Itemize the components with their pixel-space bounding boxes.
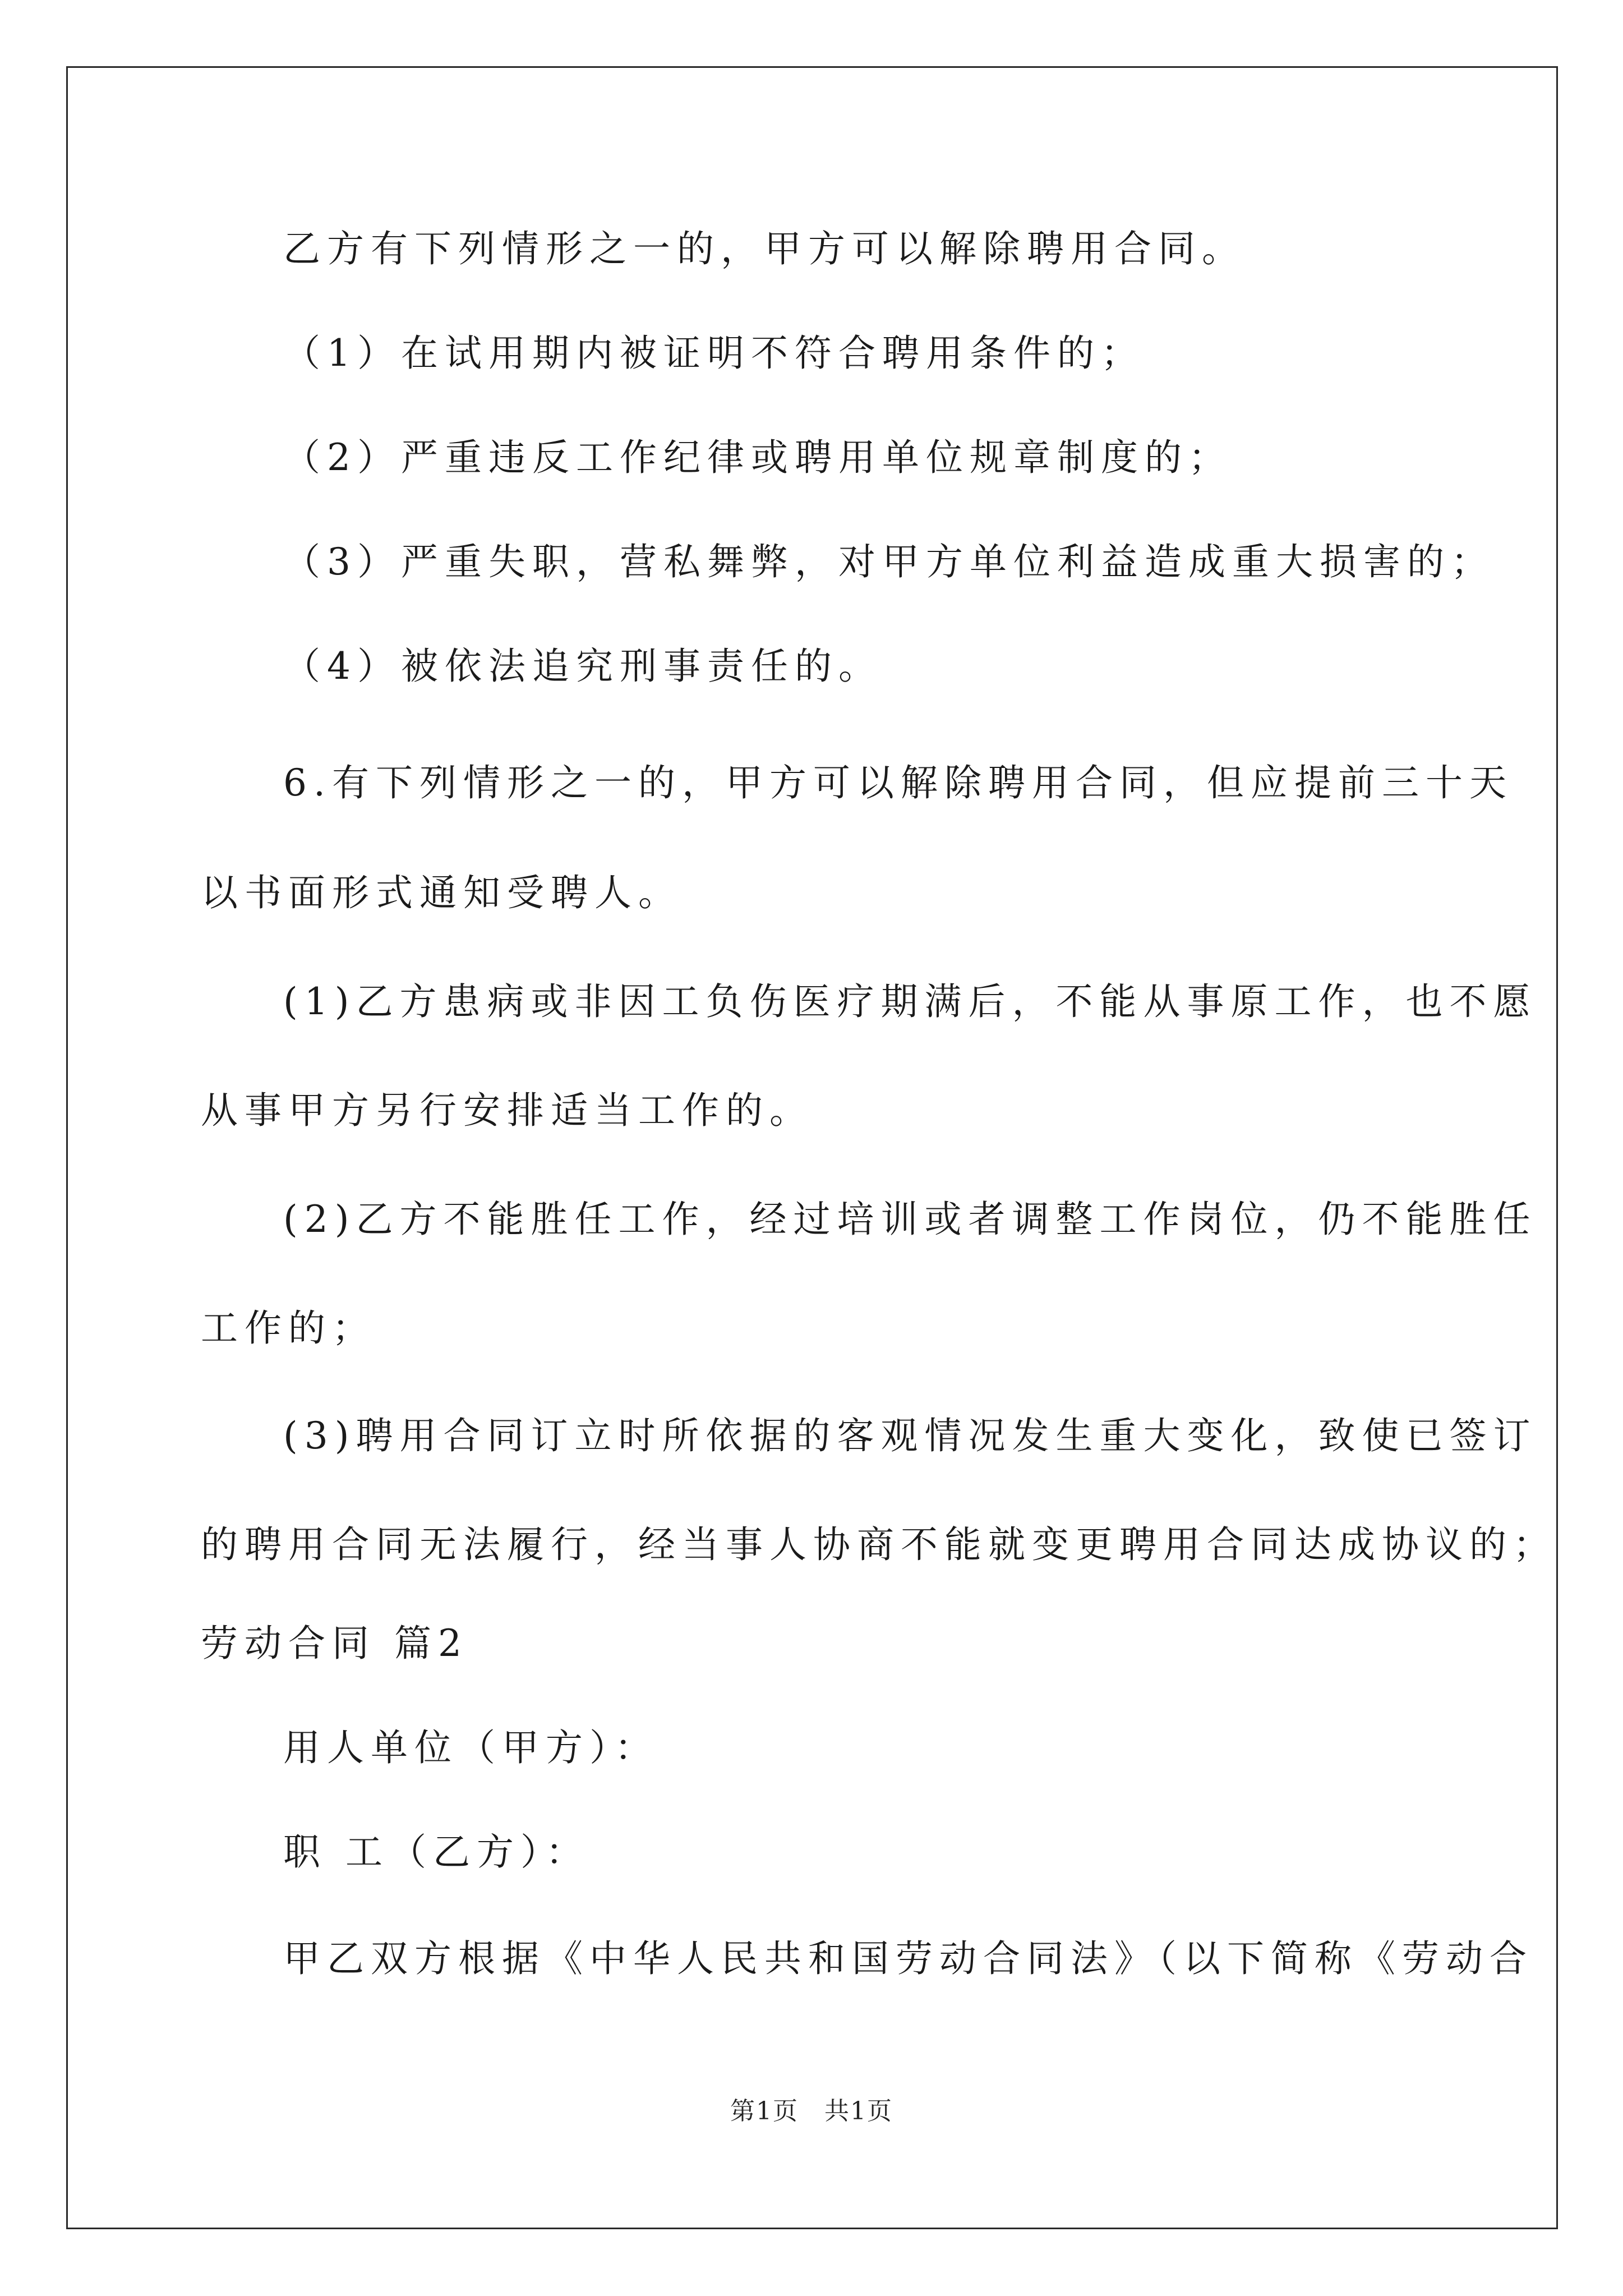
- page-footer: 第1页 共1页: [730, 2097, 893, 2125]
- paragraph-line: 的聘用合同无法履行，经当事人协商不能就变更聘用合同达成协议的；: [201, 1523, 1557, 1566]
- section-heading: 劳动合同 篇2: [201, 1622, 468, 1665]
- paragraph-line: （4）被依法追究刑事责任的。: [283, 645, 882, 688]
- paragraph-line: （3）严重失职，营私舞弊，对甲方单位利益造成重大损害的；: [283, 540, 1495, 583]
- paragraph-line: 乙方有下列情形之一的，甲方可以解除聘用合同。: [283, 227, 1246, 270]
- paragraph-line: （2）严重违反工作纪律或聘用单位规章制度的；: [283, 436, 1232, 479]
- paragraph-line: 甲乙双方根据《中华人民共和国劳动合同法》（以下简称《劳动合: [283, 1937, 1533, 1980]
- paragraph-line: (1)乙方患病或非因工负伤医疗期满后，不能从事原工作，也不愿: [283, 980, 1537, 1023]
- paragraph-line: 工作的；: [201, 1306, 376, 1350]
- paragraph-line: (3)聘用合同订立时所依据的客观情况发生重大变化，致使已签订: [283, 1414, 1537, 1457]
- paragraph-line: 以书面形式通知受聘人。: [201, 871, 682, 914]
- paragraph-line: 6.有下列情形之一的，甲方可以解除聘用合同，但应提前三十天: [283, 761, 1513, 804]
- paragraph-line: 用人单位（甲方）：: [283, 1726, 658, 1769]
- paragraph-line: (2)乙方不能胜任工作，经过培训或者调整工作岗位，仍不能胜任: [283, 1198, 1537, 1241]
- page-border: [66, 66, 1558, 2229]
- paragraph-line: 职 工（乙方）：: [283, 1830, 589, 1874]
- paragraph-line: （1）在试用期内被证明不符合聘用条件的；: [283, 332, 1145, 375]
- paragraph-line: 从事甲方另行安排适当工作的。: [201, 1089, 813, 1132]
